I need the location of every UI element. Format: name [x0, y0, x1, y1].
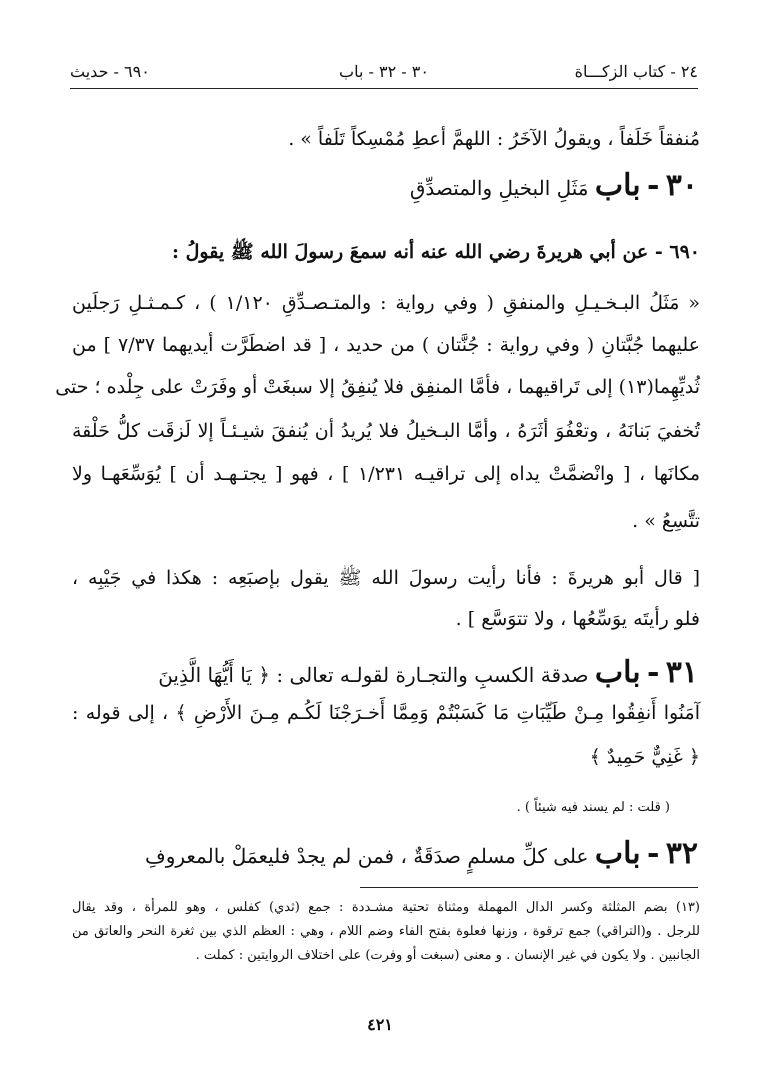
section-word: باب — [594, 168, 641, 203]
text-line: آمَنُوا أَنفِقُوا مِـنْ طَيِّبَاتِ مَا كَسَبْتُمْ وَمِمَّا أَخـرَجْنَا لَكُـم مِـنَ الأَرْضِ ﴾ ، إلى قوله : — [72, 702, 700, 724]
section-dash: - — [646, 655, 660, 690]
footnote-divider — [360, 887, 698, 888]
running-header — [70, 58, 698, 89]
footnote-line: للرجل . و(التراقي) جمع ترقوة ، وزنها فعلوة بفتح الفاء وضم اللام ، وهي : العظم الذي بين ثغرة النحر والعاتق من — [72, 924, 700, 939]
text-line: ثُديِّهِما(١٣) إلى تَراقيهما ، فأمَّا المنفِق فلا يُنفِقُ إلا سبغَتْ أو وفَرَتْ على جِلْده ؛ حتى — [55, 376, 700, 398]
editor-note: ( قلت : لم يسند فيه شيئاً ) . — [516, 800, 670, 815]
section-dash: - — [646, 836, 660, 871]
text-line: مُنفقاً خَلَفاً ، ويقولُ الآخَرُ : اللهمَّ أعطِ مُمْسِكاً تَلَفاً » . — [288, 128, 700, 150]
text-line: [ قال أبو هريرةَ : فأنا رأيت رسولَ الله ﷺ يقول بإصبَعِه : هكذا في جَيْبِه ، — [72, 567, 700, 589]
section-title: على كلِّ مسلمٍ صدَقَةٌ ، فمن لم يجدْ فليعمَلْ بالمعروفِ — [144, 844, 589, 868]
page-number: ٤٢١ — [367, 1015, 393, 1034]
text-line: ﴿ غَنِيٌّ حَمِيدٌ ﴾ — [589, 746, 700, 768]
section-title: مَثَلِ البخيلِ والمتصدِّقِ — [409, 176, 589, 200]
hadith-intro: ٦٩٠ - عن أبي هريرةَ رضي الله عنه أنه سمعَ رسولَ الله ﷺ يقولُ : — [171, 241, 700, 263]
footnote-line: الجانبين . ولا يكون في غير الإنسان . و معنى (سبغت أو وفرت) على اختلاف الروايتين : كملت . — [195, 948, 700, 963]
text-line: تتَّسِعُ » . — [632, 510, 700, 532]
text-line: عليهما جُبَّتانِ ( وفي رواية : جُنَّتان ) من حديد ، [ قد اضطَرَّت أيديهما ٧/٣٧ ] من — [72, 334, 700, 356]
section-number: ٣١ — [665, 655, 698, 690]
section-heading-30 — [410, 168, 698, 203]
text-line: تُخفيَ بَنانَهُ ، وتعْفُوَ أثَرَهُ ، وأمَّا البـخيلُ فلا يُريدُ أن يُنفقَ شيـئـاً إلا لَزقَت كلُّ حَلْقة — [72, 420, 700, 442]
section-number: ٣٢ — [665, 836, 698, 871]
header-sections: ٣٠ - ٣٢ - باب — [339, 62, 429, 81]
header-chapter: ٢٤ - كتاب الزكـــاة — [574, 62, 698, 81]
section-title: صدقة الكسبِ والتجـارة لقولـه تعالى : ﴿ يَا أَيُّهَا الَّذِينَ — [158, 663, 589, 687]
text-line: « مَثَلُ البـخـيـلِ والمنفقِ ( وفي رواية : والمتـصـدِّقِ ١/١٢٠ ) ، كـمـثـلِ رَجلَين — [72, 292, 701, 314]
header-hadith: ٦٩٠ - حديث — [70, 62, 150, 81]
section-number: ٣٠ — [665, 168, 698, 203]
section-heading-31 — [158, 655, 698, 690]
footnote-line: (١٣) بضم المثلثة وكسر الدال المهملة ومثناة تحتية مشـددة : جمع (ثدي) كفلس ، وهو للمرأة ، وقد يقال — [72, 900, 700, 915]
section-dash: - — [646, 168, 660, 203]
section-word: باب — [594, 655, 641, 690]
section-heading-32 — [145, 836, 698, 871]
text-line: مكانَها ، [ وانْضمَّتْ يداه إلى تراقيـه ١/٢٣١ ] ، فهو [ يجتـهـد أن ] يُوَسِّعَهـا ولا — [72, 463, 700, 485]
section-word: باب — [594, 836, 641, 871]
text-line: فلو رأيتَه يوَسِّعُها ، ولا تتوَسَّع ] . — [455, 608, 700, 630]
